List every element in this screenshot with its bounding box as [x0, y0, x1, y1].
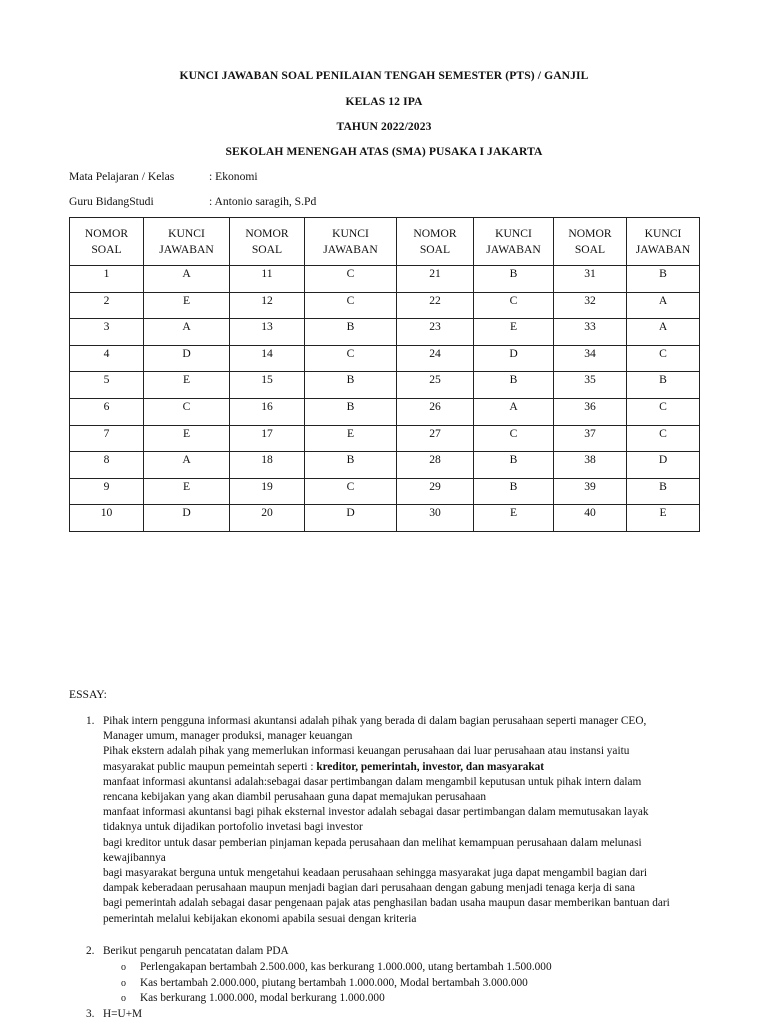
answer-key-cell: D	[305, 505, 397, 532]
question-number-cell: 21	[397, 266, 474, 293]
bullet-icon: o	[121, 977, 126, 989]
doc-class: KELAS 12 IPA	[345, 95, 423, 108]
answer-key-cell: E	[474, 319, 554, 346]
answer-key-cell: C	[627, 398, 700, 425]
answer-key-cell: C	[474, 292, 554, 319]
essay-line-part: masyarakat public maupun pemeintah seperti :	[103, 760, 317, 773]
question-number-cell: 20	[230, 505, 305, 532]
column-header-line: KUNCI	[644, 226, 682, 240]
essay-line: tidaknya untuk dijadikan portofolio invetasi bagi investor	[103, 821, 363, 834]
question-number-cell: 2	[70, 292, 144, 319]
answer-key-cell: B	[474, 452, 554, 479]
answer-key-cell: B	[305, 452, 397, 479]
column-header-line: NOMOR	[413, 226, 457, 240]
column-header-line: KUNCI	[495, 226, 532, 240]
meta-teacher	[69, 195, 317, 208]
answer-key-cell: D	[144, 345, 230, 372]
essay-line: manfaat informasi akuntansi adalah:sebagai dasar pertimbangan dalam mengambil keputusan untuk pihak intern dalam	[103, 775, 642, 788]
answer-key-cell: C	[627, 345, 700, 372]
table-row	[70, 398, 700, 425]
column-header-line: SOAL	[91, 242, 122, 256]
table-row	[70, 425, 700, 452]
question-number-cell: 40	[554, 505, 627, 532]
essay-item-3-text: H=U+M	[103, 1008, 143, 1020]
answer-key-cell: E	[144, 372, 230, 399]
doc-title: KUNCI JAWABAN SOAL PENILAIAN TENGAH SEMESTER (PTS) / GANJIL	[179, 69, 589, 82]
answer-key-cell: D	[627, 452, 700, 479]
question-number-cell: 9	[70, 478, 144, 505]
sub-item-text: Kas berkurang 1.000.000, modal berkurang 1.000.000	[140, 992, 385, 1004]
essay-highlight: kreditor, pemerintah, investor, dan masyarakat	[316, 760, 545, 773]
essay-item-3-number: 3.	[86, 1008, 95, 1020]
bullet-icon: o	[121, 993, 126, 1004]
question-number-cell: 3	[70, 319, 144, 346]
question-number-cell: 31	[554, 266, 627, 293]
table-row	[70, 452, 700, 479]
table-header-row	[70, 218, 700, 266]
essay-line: kewajibannya	[103, 851, 166, 864]
answer-key-cell: B	[305, 319, 397, 346]
column-header-line: NOMOR	[84, 226, 129, 240]
question-number-cell: 29	[397, 478, 474, 505]
essay-line: Pihak intern pengguna informasi akuntansi adalah pihak yang berada di dalam bagian perusahaan seperti manager CEO,	[103, 715, 647, 727]
bullet-icon: o	[121, 962, 126, 973]
question-number-cell: 27	[397, 425, 474, 452]
answer-key-cell: E	[144, 292, 230, 319]
question-number-cell: 25	[397, 372, 474, 399]
answer-key-cell: B	[305, 398, 397, 425]
answer-key-cell: B	[627, 478, 700, 505]
column-header	[397, 218, 474, 266]
column-header-line: NOMOR	[245, 226, 289, 240]
essay-line: rencana kebijakan yang akan diambil perusahaan guna dapat memajukan perusahaan	[103, 791, 486, 804]
table-row	[70, 505, 700, 532]
answer-key-cell: B	[305, 372, 397, 399]
meta-teacher-label: Guru BidangStudi	[69, 195, 154, 208]
table-row	[70, 319, 700, 346]
column-header-line: KUNCI	[332, 226, 369, 240]
table-body	[70, 266, 700, 532]
column-header	[230, 218, 305, 266]
answer-key-cell: B	[627, 372, 700, 399]
doc-school: SEKOLAH MENENGAH ATAS (SMA) PUSAKA I JAKARTA	[225, 145, 543, 158]
answer-key-cell: A	[144, 319, 230, 346]
question-number-cell: 12	[230, 292, 305, 319]
meta-subject	[69, 170, 258, 183]
column-header-line: NOMOR	[568, 226, 612, 240]
answer-key-cell: C	[305, 292, 397, 319]
column-header	[305, 218, 397, 266]
question-number-cell: 34	[554, 345, 627, 372]
column-header	[144, 218, 230, 266]
meta-subject-value: : Ekonomi	[209, 170, 258, 183]
question-number-cell: 36	[554, 398, 627, 425]
essay-line: bagi masyarakat berguna untuk mengetahui keadaan perusahaan sehingga masyarakat juga dapat mengambil bagian dari	[103, 867, 648, 880]
column-header-line: SOAL	[574, 242, 606, 256]
answer-key-cell: C	[627, 425, 700, 452]
sub-item-text: Perlengakapan bertambah 2.500.000, kas berkurang 1.000.000, utang bertambah 1.500.000	[140, 961, 552, 973]
table-row	[70, 266, 700, 293]
table-row	[70, 372, 700, 399]
essay-line: dampak keberadaan perusahaan maupun menjadi bagian dari perusahaan dengan gabung menjadi tenaga kerja di sana	[103, 882, 635, 895]
question-number-cell: 6	[70, 398, 144, 425]
essay-item-1-text	[103, 714, 703, 927]
answer-key-cell: E	[627, 505, 700, 532]
column-header-line: JAWABAN	[323, 242, 378, 256]
answer-key-cell: B	[474, 266, 554, 293]
question-number-cell: 7	[70, 425, 144, 452]
question-number-cell: 8	[70, 452, 144, 479]
column-header-line: KUNCI	[168, 226, 205, 240]
question-number-cell: 19	[230, 478, 305, 505]
question-number-cell: 28	[397, 452, 474, 479]
answer-key-cell: E	[144, 478, 230, 505]
answer-key-cell: C	[305, 478, 397, 505]
answer-key-cell: D	[474, 345, 554, 372]
answer-key-cell: E	[305, 425, 397, 452]
column-header	[70, 218, 144, 266]
question-number-cell: 30	[397, 505, 474, 532]
question-number-cell: 35	[554, 372, 627, 399]
meta-subject-label: Mata Pelajaran / Kelas	[69, 170, 175, 183]
question-number-cell: 16	[230, 398, 305, 425]
answer-key-cell: A	[144, 452, 230, 479]
question-number-cell: 22	[397, 292, 474, 319]
question-number-cell: 26	[397, 398, 474, 425]
question-number-cell: 13	[230, 319, 305, 346]
question-number-cell: 18	[230, 452, 305, 479]
answer-key-table	[69, 217, 700, 532]
question-number-cell: 39	[554, 478, 627, 505]
essay-line: bagi pemerintah adalah sebagai dasar pengenaan pajak atas penghasilan badan usaha maupun dasar memberikan bantuan dari	[103, 897, 670, 910]
answer-key-cell: C	[474, 425, 554, 452]
question-number-cell: 23	[397, 319, 474, 346]
column-header-line: JAWABAN	[486, 242, 541, 256]
sub-item-text: Kas bertambah 2.000.000, piutang bertambah 1.000.000, Modal bertambah 3.000.000	[140, 976, 528, 989]
question-number-cell: 32	[554, 292, 627, 319]
column-header-line: SOAL	[251, 242, 283, 256]
column-header-line: JAWABAN	[159, 242, 214, 256]
meta-teacher-value: : Antonio saragih, S.Pd	[209, 195, 317, 208]
question-number-cell: 24	[397, 345, 474, 372]
essay-line: manfaat informasi akuntansi bagi pihak eksternal investor adalah sebagai dasar pertimbangan dalam memutusakan layak	[103, 806, 649, 819]
essay-line: Pihak ekstern adalah pihak yang memerlukan informasi keuangan perusahaan dai luar perusahaan atau instansi yaitu	[103, 745, 630, 758]
essay-line: bagi kreditor untuk dasar pemberian pinjaman kepada perusahaan dan melihat kemampuan perusahaan dalam melunasi	[103, 836, 642, 849]
question-number-cell: 14	[230, 345, 305, 372]
answer-key-cell: D	[144, 505, 230, 532]
essay-heading: ESSAY:	[69, 688, 107, 701]
question-number-cell: 11	[230, 266, 305, 293]
answer-key-cell: A	[627, 319, 700, 346]
question-number-cell: 5	[70, 372, 144, 399]
table-row	[70, 292, 700, 319]
column-header	[627, 218, 700, 266]
column-header-line: SOAL	[419, 242, 451, 256]
essay-item-2-number: 2.	[86, 945, 95, 957]
question-number-cell: 1	[70, 266, 144, 293]
answer-key-cell: C	[305, 266, 397, 293]
question-number-cell: 38	[554, 452, 627, 479]
answer-key-cell: A	[627, 292, 700, 319]
table-row	[70, 345, 700, 372]
answer-key-cell: B	[474, 478, 554, 505]
essay-item-2-intro: Berikut pengaruh pencatatan dalam PDA	[103, 945, 289, 957]
answer-key-cell: A	[474, 398, 554, 425]
column-header	[474, 218, 554, 266]
doc-year: TAHUN 2022/2023	[336, 120, 432, 133]
essay-item-1-number: 1.	[86, 715, 95, 727]
answer-key-cell: A	[144, 266, 230, 293]
essay-line: pemerintah melalui kebijakan ekonomi apabila sesuai dengan kriteria	[103, 912, 417, 925]
question-number-cell: 33	[554, 319, 627, 346]
column-header	[554, 218, 627, 266]
question-number-cell: 4	[70, 345, 144, 372]
answer-key-cell: E	[144, 425, 230, 452]
answer-key-cell: B	[627, 266, 700, 293]
answer-key-cell: B	[474, 372, 554, 399]
answer-key-cell: C	[144, 398, 230, 425]
answer-key-cell: E	[474, 505, 554, 532]
table-row	[70, 478, 700, 505]
question-number-cell: 10	[70, 505, 144, 532]
essay-line	[103, 760, 703, 775]
answer-key-cell: C	[305, 345, 397, 372]
column-header-line: JAWABAN	[635, 242, 691, 256]
question-number-cell: 17	[230, 425, 305, 452]
essay-line: Manager umum, manager produksi, manager keuangan	[103, 730, 353, 743]
question-number-cell: 37	[554, 425, 627, 452]
question-number-cell: 15	[230, 372, 305, 399]
